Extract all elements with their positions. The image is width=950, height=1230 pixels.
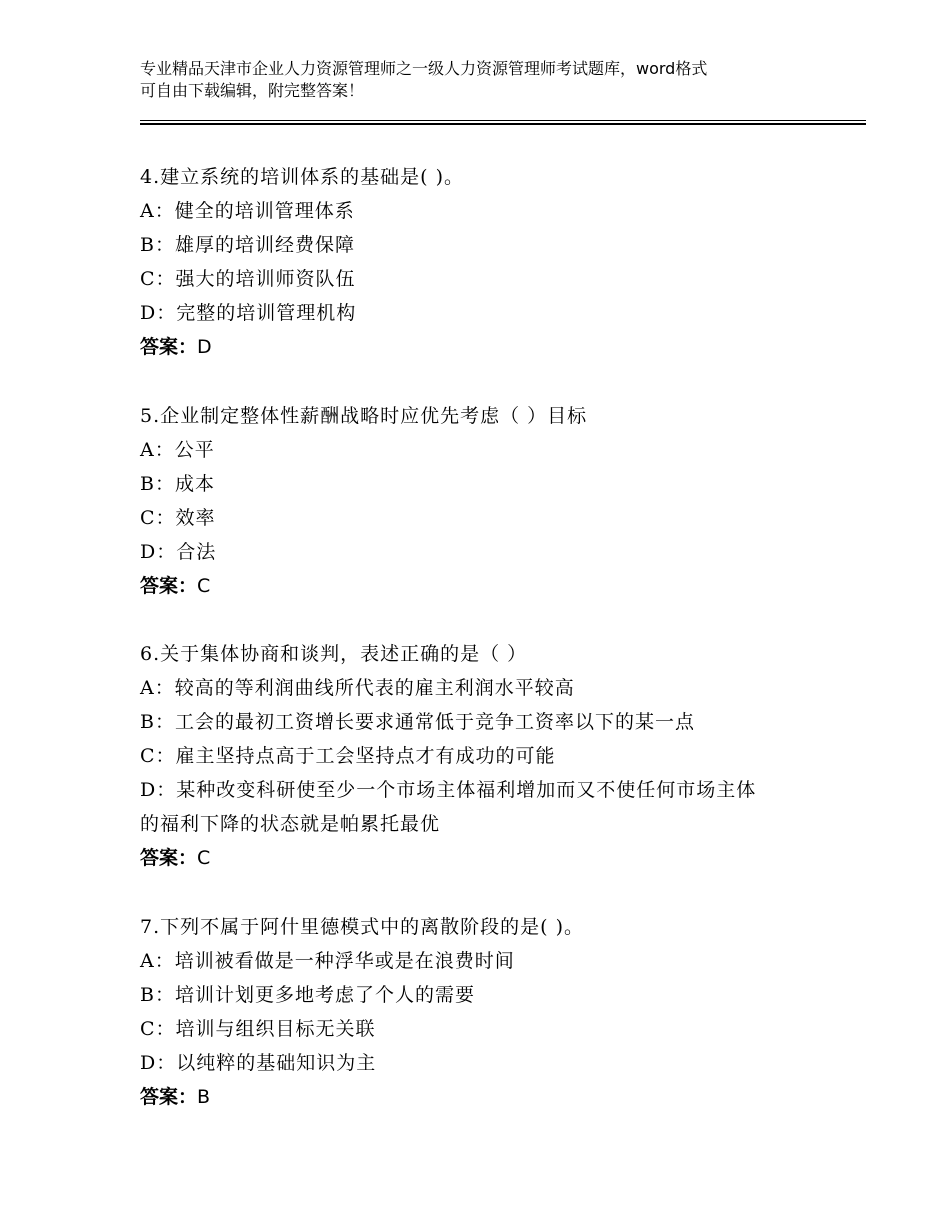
answer-value: C xyxy=(197,847,211,869)
header-line-2: 可自由下载编辑，附完整答案！ xyxy=(140,81,365,100)
option-a: A：健全的培训管理体系 xyxy=(140,200,355,222)
option-c: C：强大的培训师资队伍 xyxy=(140,268,356,290)
option-c: C：雇主坚持点高于工会坚持点才有成功的可能 xyxy=(140,745,556,767)
option-c: C：效率 xyxy=(140,507,216,529)
answer-line xyxy=(140,841,830,875)
option-b: B：培训计划更多地考虑了个人的需要 xyxy=(140,984,475,1006)
option-d: D：完整的培训管理机构 xyxy=(140,302,357,324)
option-b: B：工会的最初工资增长要求通常低于竞争工资率以下的某一点 xyxy=(140,711,695,733)
answer-value: C xyxy=(197,575,211,597)
answer-line xyxy=(140,569,830,603)
answer-label: 答案： xyxy=(140,847,198,869)
option-a: A：公平 xyxy=(140,439,215,461)
option-d: D：某种改变科研使至少一个市场主体福利增加而又不使任何市场主体 xyxy=(140,779,757,801)
answer-line xyxy=(140,1080,830,1114)
option-b: B：雄厚的培训经费保障 xyxy=(140,234,355,256)
question-stem: 4.建立系统的培训体系的基础是( )。 xyxy=(140,166,464,188)
option-c: C：培训与组织目标无关联 xyxy=(140,1018,376,1040)
answer-label: 答案： xyxy=(140,336,198,358)
answer-label: 答案： xyxy=(140,1086,198,1108)
answer-value: D xyxy=(197,336,212,358)
option-b: B：成本 xyxy=(140,473,215,495)
header-divider-thick xyxy=(140,123,866,125)
option-d-continued: 的福利下降的状态就是帕累托最优 xyxy=(140,813,441,835)
option-d: D：合法 xyxy=(140,541,217,563)
option-d: D：以纯粹的基础知识为主 xyxy=(140,1052,377,1074)
question-5 xyxy=(140,399,830,603)
question-stem: 6.关于集体协商和谈判，表述正确的是（ ） xyxy=(140,643,528,665)
question-7 xyxy=(140,910,830,1114)
option-a: A：较高的等利润曲线所代表的雇主利润水平较高 xyxy=(140,677,575,699)
answer-value: B xyxy=(197,1086,211,1108)
question-6 xyxy=(140,637,830,875)
answer-line xyxy=(140,330,830,364)
document-header xyxy=(140,58,830,102)
question-stem: 7.下列不属于阿什里德模式中的离散阶段的是( )。 xyxy=(140,916,584,938)
question-stem: 5.企业制定整体性薪酬战略时应优先考虑（ ）目标 xyxy=(140,405,588,427)
answer-label: 答案： xyxy=(140,575,198,597)
question-4 xyxy=(140,160,830,364)
header-line-1: 专业精品天津市企业人力资源管理师之一级人力资源管理师考试题库，word格式 xyxy=(140,59,708,78)
header-divider-thin xyxy=(140,120,866,121)
option-a: A：培训被看做是一种浮华或是在浪费时间 xyxy=(140,950,515,972)
